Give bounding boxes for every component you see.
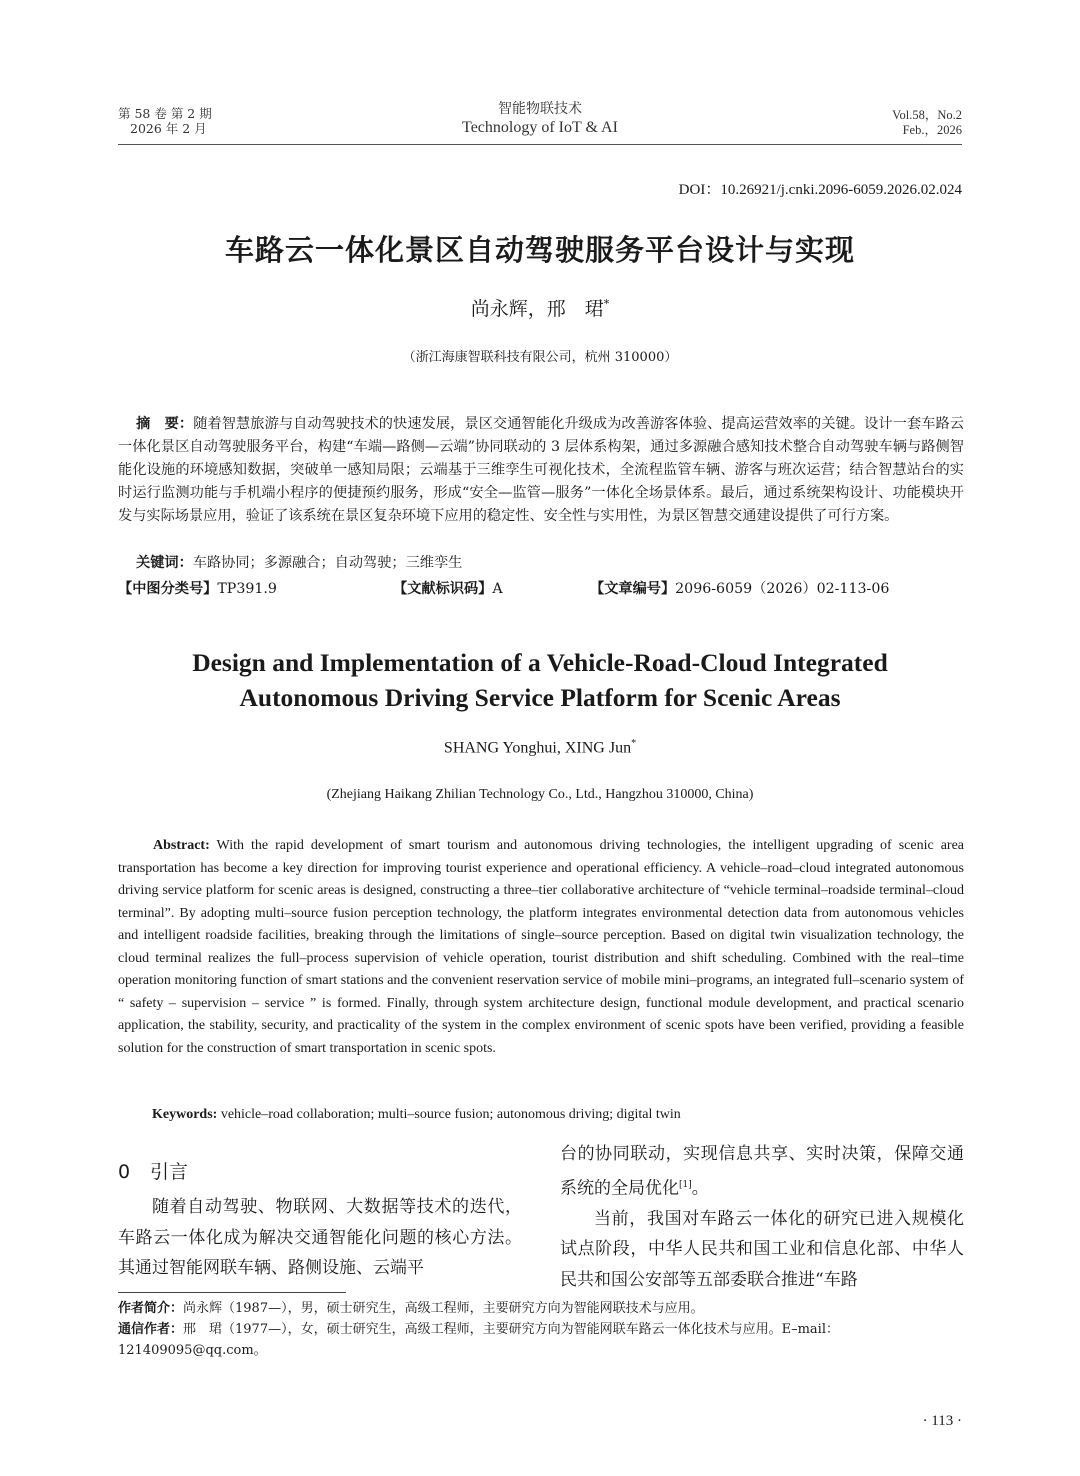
header-volume-en: [892, 108, 962, 138]
body-left-column: [118, 1150, 522, 1284]
section-title: 引言: [150, 1161, 189, 1183]
footnote-divider: [118, 1292, 346, 1293]
keywords-cn-text: 车路协同；多源融合；自动驾驶；三维孪生: [192, 555, 463, 571]
section-number: 0: [118, 1161, 131, 1183]
title-cn: 车路云一体化景区自动驾驶服务平台设计与实现: [224, 233, 855, 267]
clc-number: 【中图分类号】TP391.9: [118, 581, 277, 597]
volume-issue: 第 58 卷 第 2 期: [118, 106, 212, 121]
keywords-en: [152, 1104, 681, 1127]
abstract-en: [118, 835, 964, 1060]
doi[interactable]: DOI：10.26921/j.cnki.2096-6059.2026.02.024: [678, 182, 962, 198]
header-journal-name: [380, 100, 700, 138]
affiliation-en: (Zhejiang Haikang Zhilian Technology Co., Ltd., Hangzhou 310000, China): [326, 787, 754, 802]
body-right-column: [560, 1139, 964, 1295]
author-names-en: SHANG Yonghui, XING Jun: [443, 739, 632, 757]
article-number: 【文章编号】2096-6059（2026）02-113-06: [590, 581, 890, 597]
abstract-cn: [118, 413, 964, 528]
volume-en: Vol.58，No.2: [892, 108, 962, 122]
journal-name-en: Technology of IoT & AI: [462, 119, 618, 136]
corresponding-mark-cn: *: [603, 297, 610, 311]
keywords-en-label: Keywords:: [152, 1107, 218, 1122]
abstract-en-text: With the rapid development of smart tourism and autonomous driving technologies, the intelligent upgrading of scenic area transportation has become a key direction for improving tourist experience and operational efficiency. A vehicle–road–cloud integrated autonomous driving service platform for scenic areas is designed, constructing a three–tier collaborative architecture of “vehicle terminal–roadside terminal–cloud terminal”. By adopting multi–source fusion perception technology, the platform integrates environmental detection data from autonomous vehicles and intelligent roadside facilities, breaking through the limitations of single–source perception. Based on digital twin visualization technology, the cloud terminal realizes the full–process supervision of vehicle operation, tourist distribution and shift scheduling. Combined with the real–time operation monitoring function of smart stations and the convenient reservation service of mobile mini–programs, an integrated full–scenario system of “ safety – supervision – service ” is formed. Finally, through system architecture design, functional module development, and practical scenario application, the stability, security, and practicality of the system in the complex environment of scenic spots have been verified, providing a feasible solution for the construction of smart transportation in scenic spots.: [118, 838, 965, 1056]
abstract-cn-text: 随着智慧旅游与自动驾驶技术的快速发展，景区交通智能化升级成为改善游客体验、提高运营效率的关键。设计一套车路云一体化景区自动驾驶服务平台，构建“车端—路侧—云端”协同联动的 3 层体系构架，通过多源融合感知技术整合自动驾驶车辆与路侧智能化设施的环境感知数据，突破单一感知局限；云端基于三维孪生可视化技术，全流程监管车辆、游客与班次运营；结合智慧站台的实时运行监测功能与手机端小程序的便捷预约服务，形成“安全—监管—服务”一体化全场景体系。最后，通过系统架构设计、功能模块开发与实际场景应用，验证了该系统在景区复杂环境下应用的稳定性、安全性与实用性，为景区智慧交通建设提供了可行方案。: [118, 416, 964, 524]
body-paragraph: 当前，我国对车路云一体化的研究已进入规模化试点阶段，中华人民共和国工业和信息化部、中华人民共和国公安部等五部委联合推进“车路: [560, 1208, 964, 1290]
affiliation-cn: （浙江海康智联科技有限公司，杭州 310000）: [402, 350, 678, 365]
title-en-line1: Design and Implementation of a Vehicle-Road-Cloud Integrated: [192, 648, 888, 677]
date-en: Feb.，2026: [902, 123, 962, 137]
corresponding-mark-en: *: [631, 738, 637, 749]
abstract-cn-label: 摘 要：: [136, 416, 194, 432]
keywords-en-text: vehicle–road collaboration; multi–source fusion; autonomous driving; digital twin: [220, 1107, 681, 1122]
abstract-en-label: Abstract:: [153, 838, 210, 853]
header-divider: [118, 144, 962, 145]
issue-date: 2026 年 2 月: [130, 121, 207, 136]
citation-1[interactable]: [1]: [679, 1179, 692, 1190]
section-heading: [118, 1152, 522, 1192]
keywords-cn-label: 关键词：: [136, 555, 193, 571]
body-paragraph-continued: 台的协同联动，实现信息共享、实时决策，保障交通系统的全局优化[1]。: [560, 1144, 964, 1199]
title-en: [0, 645, 1080, 715]
body-paragraph: 随着自动驾驶、物联网、大数据等技术的迭代，车路云一体化成为解决交通智能化问题的核心方法。其通过智能网联车辆、路侧设施、云端平: [118, 1197, 522, 1278]
author-bio: 作者简介：尚永辉（1987—），男，硕士研究生，高级工程师，主要研究方向为智能网联技术与应用。: [118, 1301, 704, 1316]
document-code: 【文献标识码】A: [393, 581, 503, 597]
authors-en: [0, 738, 1080, 757]
title-en-line2: Autonomous Driving Service Platform for Scenic Areas: [239, 683, 841, 712]
corresponding-author: 通信作者：邢 珺（1977—），女，硕士研究生，高级工程师，主要研究方向为智能网联车路云一体化技术与应用。E–mail：121409095@qq.com。: [118, 1322, 839, 1358]
journal-name-cn: 智能物联技术: [498, 101, 582, 117]
page-number: · 113 ·: [922, 1413, 962, 1429]
authors-cn: [0, 294, 1080, 321]
footnotes: [118, 1298, 964, 1361]
header-volume-info: [118, 106, 212, 136]
keywords-cn: [136, 552, 462, 575]
author-names-cn: 尚永辉，邢 珺: [470, 298, 604, 320]
